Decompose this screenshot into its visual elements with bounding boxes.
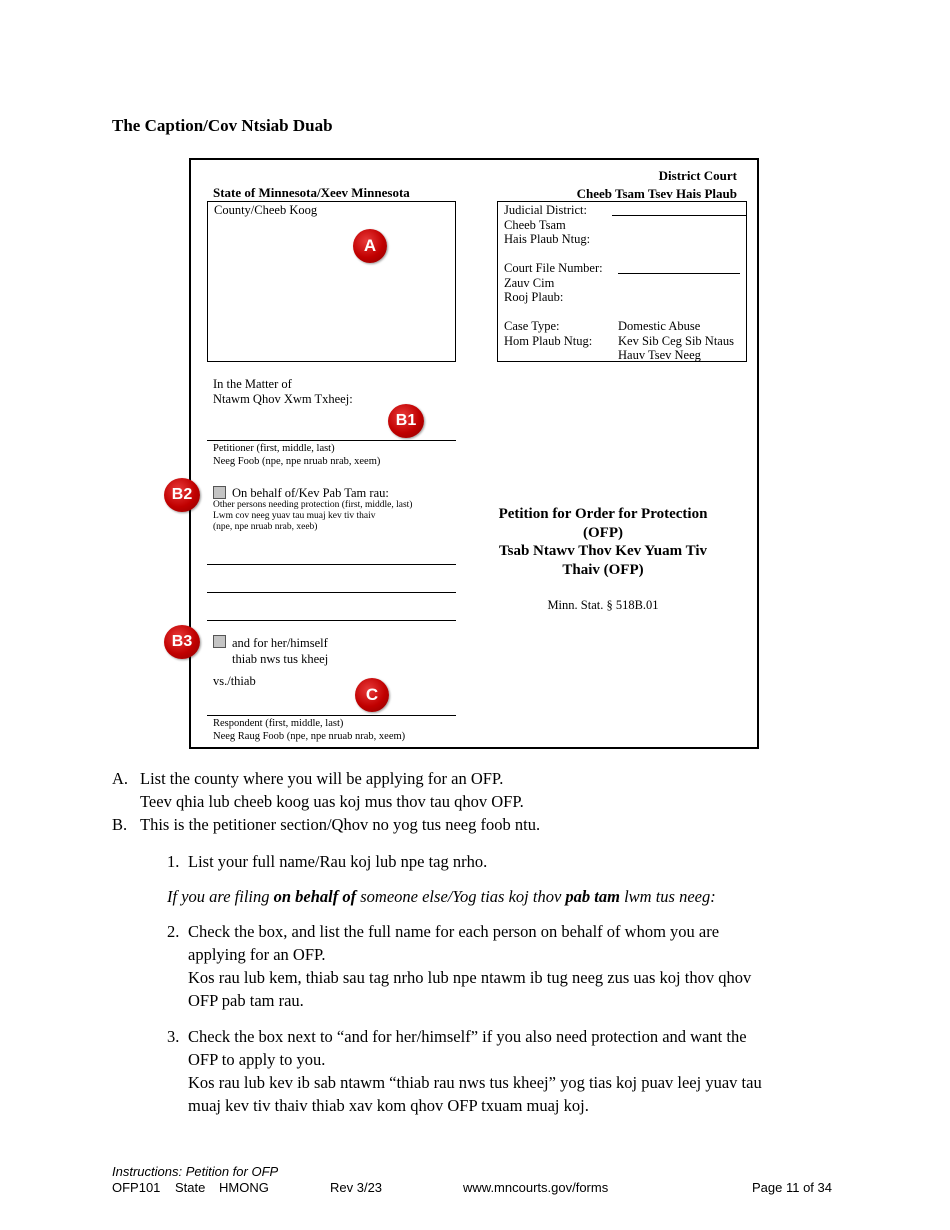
footer-language: HMONG bbox=[219, 1180, 269, 1195]
judicial-district-label: Judicial District: Cheeb Tsam Hais Plaub Ntug: bbox=[504, 203, 591, 246]
item-2-text: Check the box, and list the full name for each person on behalf of whom you are applying for an OFP. Kos rau lub kem, thiab sau tag nrho lub npe ntawm ib tug neeg zus uas koj thov qhov OFP pab tam rau. bbox=[188, 922, 752, 1010]
on-behalf-note: If you are filing on behalf of someone else/Yog tias koj thov pab tam lwm tus neeg: bbox=[167, 887, 716, 906]
himself-checkbox bbox=[213, 635, 226, 648]
court-file-number-line bbox=[618, 273, 740, 274]
respondent-line bbox=[207, 715, 456, 716]
petitioner-line bbox=[207, 440, 456, 441]
caption-form-image bbox=[189, 158, 759, 749]
on-behalf-caption: Other persons needing protection (first, middle, last) Lwm cov neeg yuav tau muaj kev tiv thaiv (npe, npe nruab nrab, xeeb) bbox=[213, 500, 413, 532]
vs-label: vs./thiab bbox=[213, 674, 256, 688]
badge-a: A bbox=[353, 229, 387, 263]
on-behalf-checkbox bbox=[213, 486, 226, 499]
badge-b1: B1 bbox=[388, 404, 424, 438]
instruction-a-marker: A. bbox=[112, 769, 129, 788]
badge-b2: B2 bbox=[164, 478, 200, 512]
item-3-text: Check the box next to “and for her/himself” if you also need protection and want the OFP to apply to you. Kos rau lub kev ib sab ntawm “thiab rau nws tus kheej” yog tias koj puav leej yuav tau muaj kev tiv thaiv thiab xav kom qhov OFP txuam muaj koj. bbox=[188, 1027, 762, 1115]
footer-state: State bbox=[175, 1180, 206, 1195]
instruction-b bbox=[112, 813, 852, 836]
case-info-box bbox=[497, 201, 747, 362]
case-type-value: Domestic Abuse Kev Sib Ceg Sib Ntaus Hauv Tsev Neeg bbox=[618, 319, 734, 362]
item-2-marker: 2. bbox=[167, 922, 180, 941]
instruction-b-line-1: This is the petitioner section/Qhov no yog tus neeg foob ntu. bbox=[140, 815, 541, 834]
footer-url: www.mncourts.gov/forms bbox=[463, 1180, 609, 1195]
instruction-a bbox=[112, 767, 852, 813]
court-file-number-label: Court File Number: Zauv Cim Rooj Plaub: bbox=[504, 261, 603, 304]
instruction-a-line-1: List the county where you will be applying for an OFP. bbox=[140, 769, 504, 788]
county-box bbox=[207, 201, 456, 362]
other-person-line-2 bbox=[207, 592, 456, 593]
instructions bbox=[112, 767, 852, 836]
badge-c: C bbox=[355, 678, 389, 712]
state-header: State of Minnesota/Xeev Minnesota bbox=[213, 185, 410, 200]
page-heading: The Caption/Cov Ntsiab Duab bbox=[112, 116, 333, 135]
on-behalf-label: On behalf of/Kev Pab Tam rau: bbox=[232, 486, 389, 500]
county-label: County/Cheeb Koog bbox=[214, 203, 318, 217]
respondent-caption: Respondent (first, middle, last) Neeg Raug Foob (npe, npe nruab nrab, xeem) bbox=[213, 718, 406, 742]
instruction-a-line-2: Teev qhia lub cheeb koog uas koj mus thov tau qhov OFP. bbox=[140, 792, 524, 811]
footer-form-id: OFP101 bbox=[112, 1180, 161, 1195]
petition-title: Petition for Order for Protection (OFP) Tsab Ntawv Thov Kev Yuam Tiv Thaiv (OFP) bbox=[498, 506, 708, 578]
in-the-matter-label: In the Matter of Ntawm Qhov Xwm Txheej: bbox=[213, 377, 353, 406]
footer-title: Instructions: Petition for OFP bbox=[112, 1164, 279, 1179]
other-person-line-1 bbox=[207, 564, 456, 565]
footer-page: Page 11 of 34 bbox=[752, 1180, 832, 1195]
court-header bbox=[577, 168, 737, 202]
case-type-label: Case Type: Hom Plaub Ntug: bbox=[504, 319, 593, 348]
item-3-marker: 3. bbox=[167, 1027, 180, 1046]
court-line-1: District Court bbox=[658, 168, 737, 183]
badge-b3: B3 bbox=[164, 625, 200, 659]
footer-rev: Rev 3/23 bbox=[330, 1180, 383, 1195]
himself-label: and for her/himself thiab nws tus kheej bbox=[232, 636, 329, 666]
statute-reference: Minn. Stat. § 518B.01 bbox=[547, 598, 659, 612]
item-1-marker: 1. bbox=[167, 852, 180, 871]
item-1-text: List your full name/Rau koj lub npe tag nrho. bbox=[188, 852, 488, 871]
other-person-line-3 bbox=[207, 620, 456, 621]
petitioner-caption: Petitioner (first, middle, last) Neeg Foob (npe, npe nruab nrab, xeem) bbox=[213, 443, 381, 467]
judicial-district-line bbox=[612, 215, 746, 216]
court-line-2: Cheeb Tsam Tsev Hais Plaub bbox=[576, 186, 737, 201]
instruction-b-marker: B. bbox=[112, 815, 128, 834]
